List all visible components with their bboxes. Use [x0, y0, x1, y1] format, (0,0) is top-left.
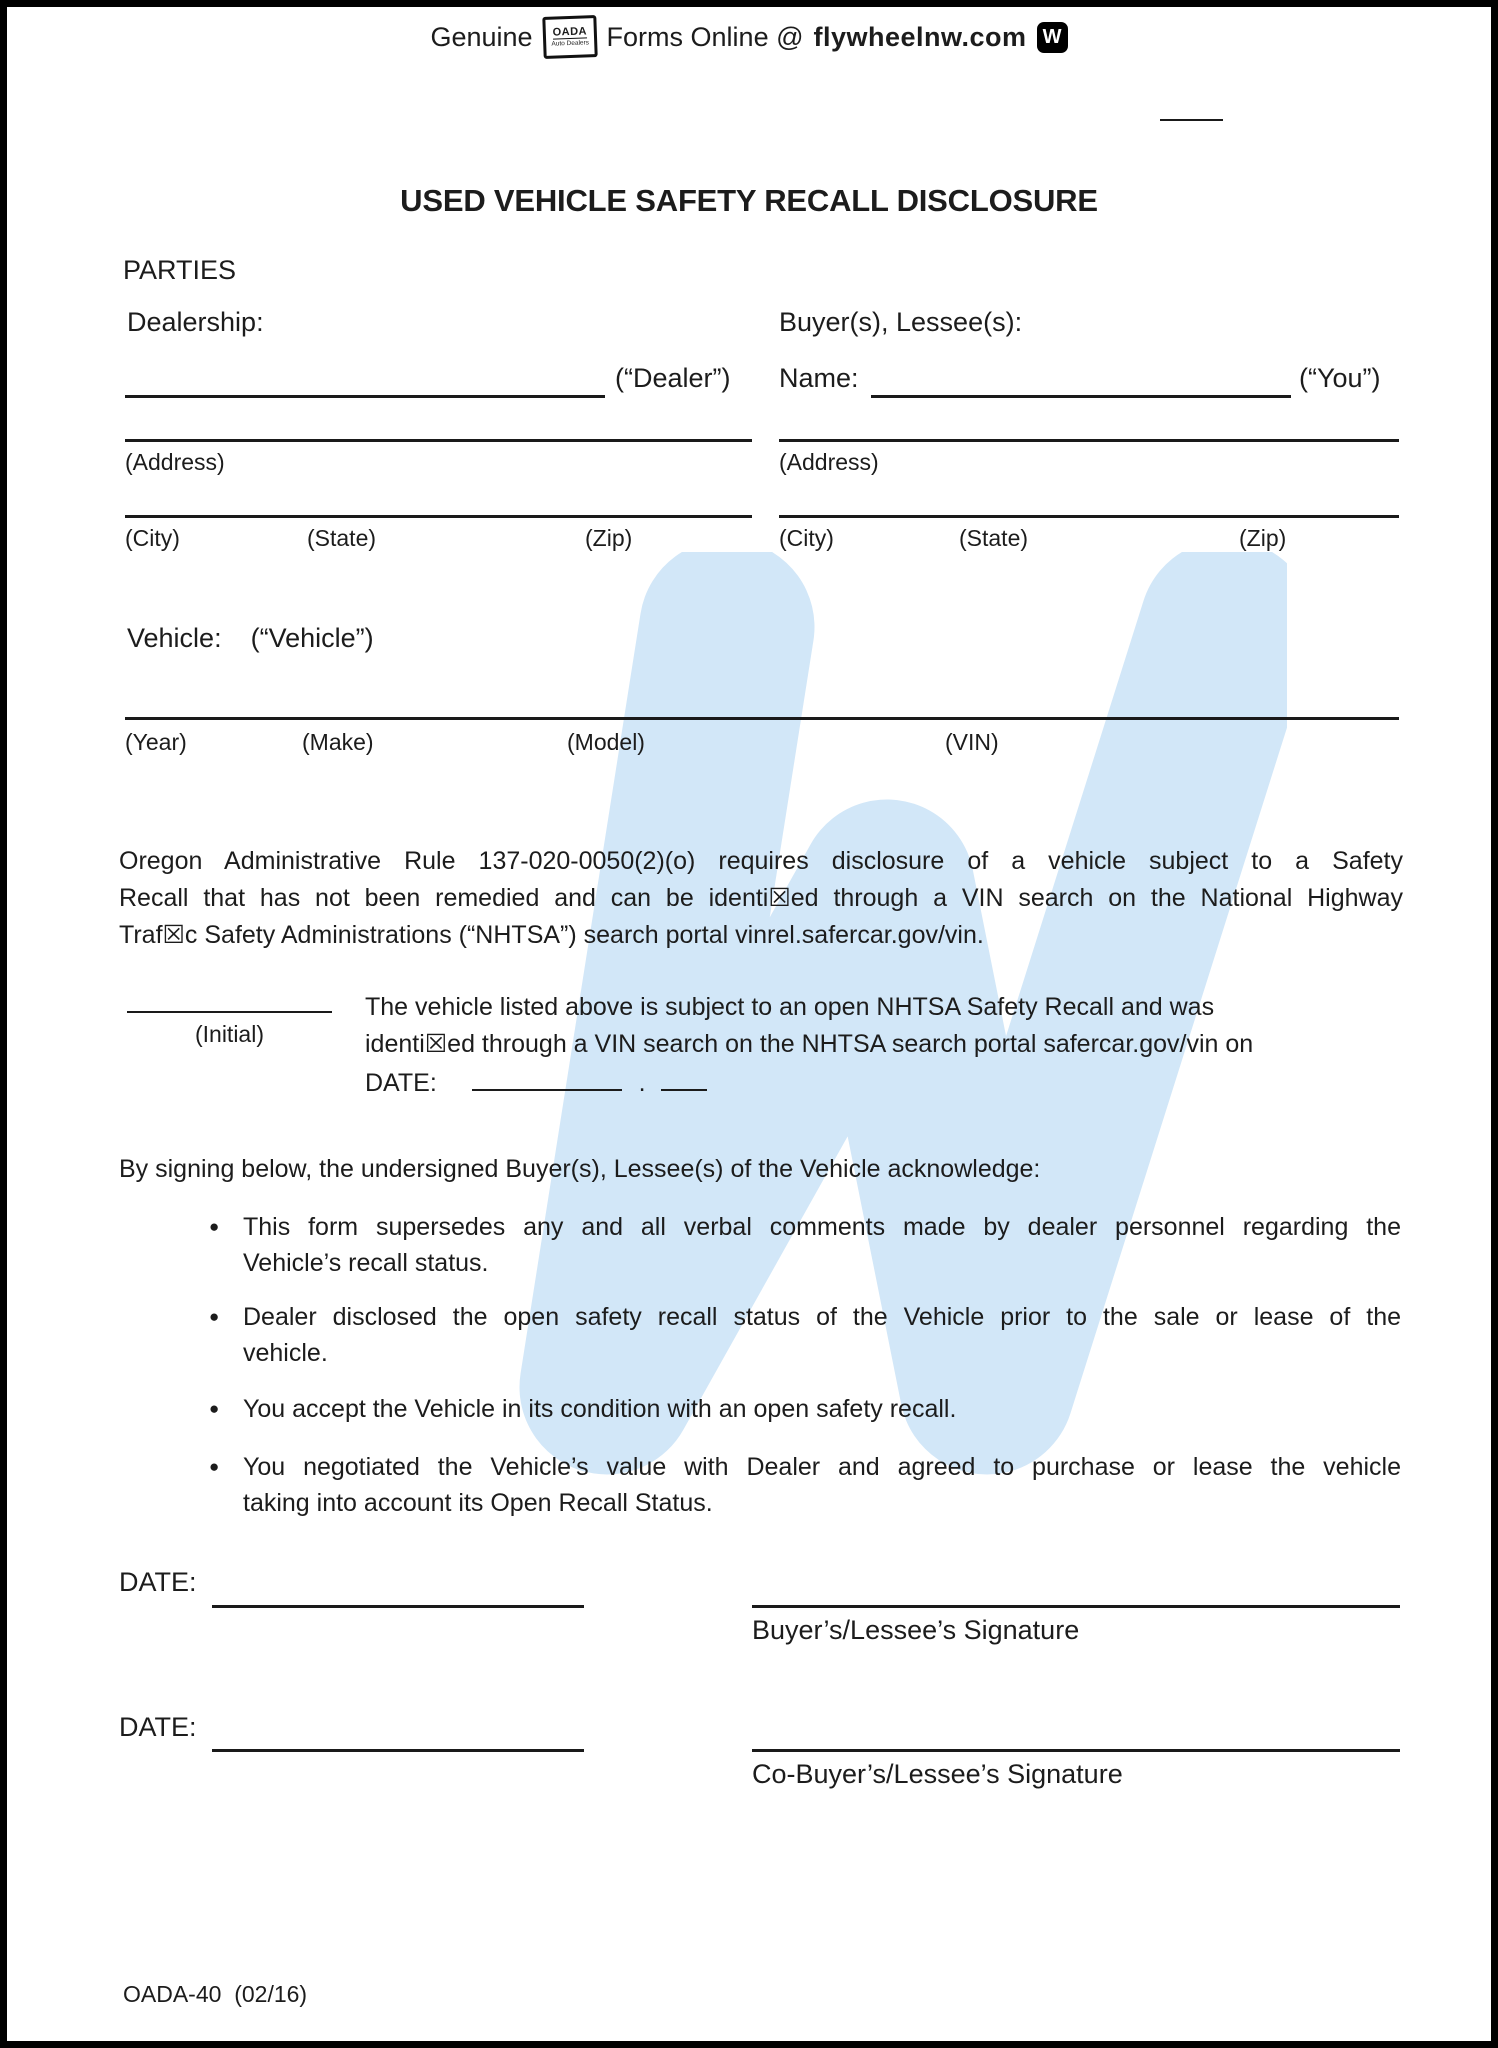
- oada-logo-subtext: Auto Dealers: [550, 39, 589, 48]
- initial-date-period: .: [638, 1069, 646, 1097]
- dealer-address-field[interactable]: [125, 439, 752, 442]
- disclosure-line: Recall that has not been remedied and can be identi☒ed through a VIN search on the National Highway: [119, 884, 1403, 912]
- parties-heading: PARTIES: [123, 255, 237, 285]
- bullet-icon: ●: [209, 1307, 220, 1326]
- bullet-line: You accept the Vehicle in its condition with an open safety recall.: [243, 1395, 957, 1423]
- cobuyer-signature-label: Co-Buyer’s/Lessee’s Signature: [752, 1759, 1123, 1789]
- list-item: [205, 1391, 1401, 1427]
- buyer-name-label: Name:: [779, 363, 859, 393]
- buyer-zip-label: (Zip): [1239, 525, 1287, 551]
- vehicle-description-field[interactable]: [125, 717, 1399, 720]
- initial-statement-line: The vehicle listed above is subject to an open NHTSA Safety Recall and was: [365, 993, 1215, 1021]
- list-item: [205, 1209, 1401, 1281]
- dealer-zip-label: (Zip): [585, 525, 633, 551]
- top-right-blank-line[interactable]: [1160, 119, 1223, 121]
- bullet-line: Dealer disclosed the open safety recall status of the Vehicle prior to the sale or lease of the: [243, 1303, 1401, 1331]
- dealer-address-label: (Address): [125, 449, 225, 475]
- dealer-paren-label: (“Dealer”): [615, 363, 731, 393]
- vehicle-heading: [127, 623, 374, 654]
- initial-date-row: [365, 1063, 1405, 1102]
- vehicle-make-label: (Make): [302, 729, 374, 755]
- date-label: DATE:: [119, 1712, 197, 1742]
- flywheel-logo-letter: W: [1042, 26, 1062, 48]
- acknowledge-intro: By signing below, the undersigned Buyer(s), Lessee(s) of the Vehicle acknowledge:: [119, 1155, 1041, 1183]
- list-item: [205, 1449, 1401, 1521]
- buyer-city-state-zip-field[interactable]: [779, 515, 1399, 518]
- buyer-name-field[interactable]: [871, 395, 1291, 398]
- bullet-line: Vehicle’s recall status.: [243, 1249, 489, 1277]
- buyer-signature-field[interactable]: [752, 1605, 1400, 1608]
- vehicle-paren-label: (“Vehicle”): [250, 623, 374, 653]
- buyer-address-field[interactable]: [779, 439, 1399, 442]
- page-title: USED VEHICLE SAFETY RECALL DISCLOSURE: [400, 183, 1098, 218]
- bullet-line: taking into account its Open Recall Status.: [243, 1489, 713, 1517]
- date-label: DATE:: [119, 1567, 197, 1597]
- date-field-cobuyer[interactable]: [212, 1749, 584, 1752]
- buyer-city-label: (City): [779, 525, 834, 551]
- you-paren-label: (“You”): [1299, 363, 1381, 393]
- buyer-state-label: (State): [959, 525, 1029, 551]
- dealer-name-field[interactable]: [125, 395, 605, 398]
- vendor-site-link[interactable]: flywheelnw.com: [813, 21, 1027, 52]
- initial-statement-line: identi☒ed through a VIN search on the NHTSA search portal safercar.gov/vin on: [365, 1030, 1254, 1058]
- bullet-icon: ●: [209, 1399, 220, 1418]
- header-genuine-text: Genuine: [430, 21, 533, 52]
- disclosure-paragraph: [119, 843, 1403, 954]
- bullet-icon: ●: [209, 1217, 220, 1236]
- oada-logo-acronym: OADA: [551, 25, 587, 39]
- vendor-header: [7, 16, 1491, 58]
- vehicle-model-label: (Model): [567, 729, 645, 755]
- initial-date-field[interactable]: [472, 1063, 622, 1091]
- initial-date-field-cont[interactable]: [661, 1063, 707, 1091]
- dealer-state-label: (State): [307, 525, 377, 551]
- date-field-buyer[interactable]: [212, 1605, 584, 1608]
- disclosure-line: Oregon Administrative Rule 137-020-0050(2)(o) requires disclosure of a vehicle subject to a Safety: [119, 847, 1403, 875]
- cobuyer-signature-field[interactable]: [752, 1749, 1400, 1752]
- form-number: OADA-40 (02/16): [123, 1981, 308, 2007]
- bullet-line: This form supersedes any and all verbal comments made by dealer personnel regarding the: [243, 1213, 1401, 1241]
- header-forms-online-text: Forms Online @: [606, 21, 804, 52]
- buyers-heading: Buyer(s), Lessee(s):: [779, 307, 1023, 337]
- dealer-city-state-zip-field[interactable]: [125, 515, 752, 518]
- dealership-label: Dealership:: [127, 307, 264, 337]
- vehicle-year-label: (Year): [125, 729, 187, 755]
- buyer-address-label: (Address): [779, 449, 879, 475]
- disclosure-line: Traf☒c Safety Administrations (“NHTSA”) search portal vinrel.safercar.gov/vin.: [119, 921, 984, 949]
- bullet-icon: ●: [209, 1457, 220, 1476]
- vehicle-vin-label: (VIN): [945, 729, 999, 755]
- list-item: [205, 1299, 1401, 1371]
- initial-date-label: DATE:: [365, 1069, 437, 1097]
- bullet-line: You negotiated the Vehicle’s value with Dealer and agreed to purchase or lease the vehicle: [243, 1453, 1401, 1481]
- vehicle-label: Vehicle:: [127, 623, 222, 653]
- flywheel-logo-icon: [1037, 22, 1068, 53]
- buyer-signature-label: Buyer’s/Lessee’s Signature: [752, 1615, 1080, 1645]
- oada-logo: [542, 15, 597, 59]
- bullet-line: vehicle.: [243, 1339, 328, 1367]
- initial-field[interactable]: [127, 1011, 332, 1013]
- initial-label: (Initial): [194, 1021, 264, 1047]
- initial-statement: [365, 989, 1405, 1102]
- dealer-city-label: (City): [125, 525, 180, 551]
